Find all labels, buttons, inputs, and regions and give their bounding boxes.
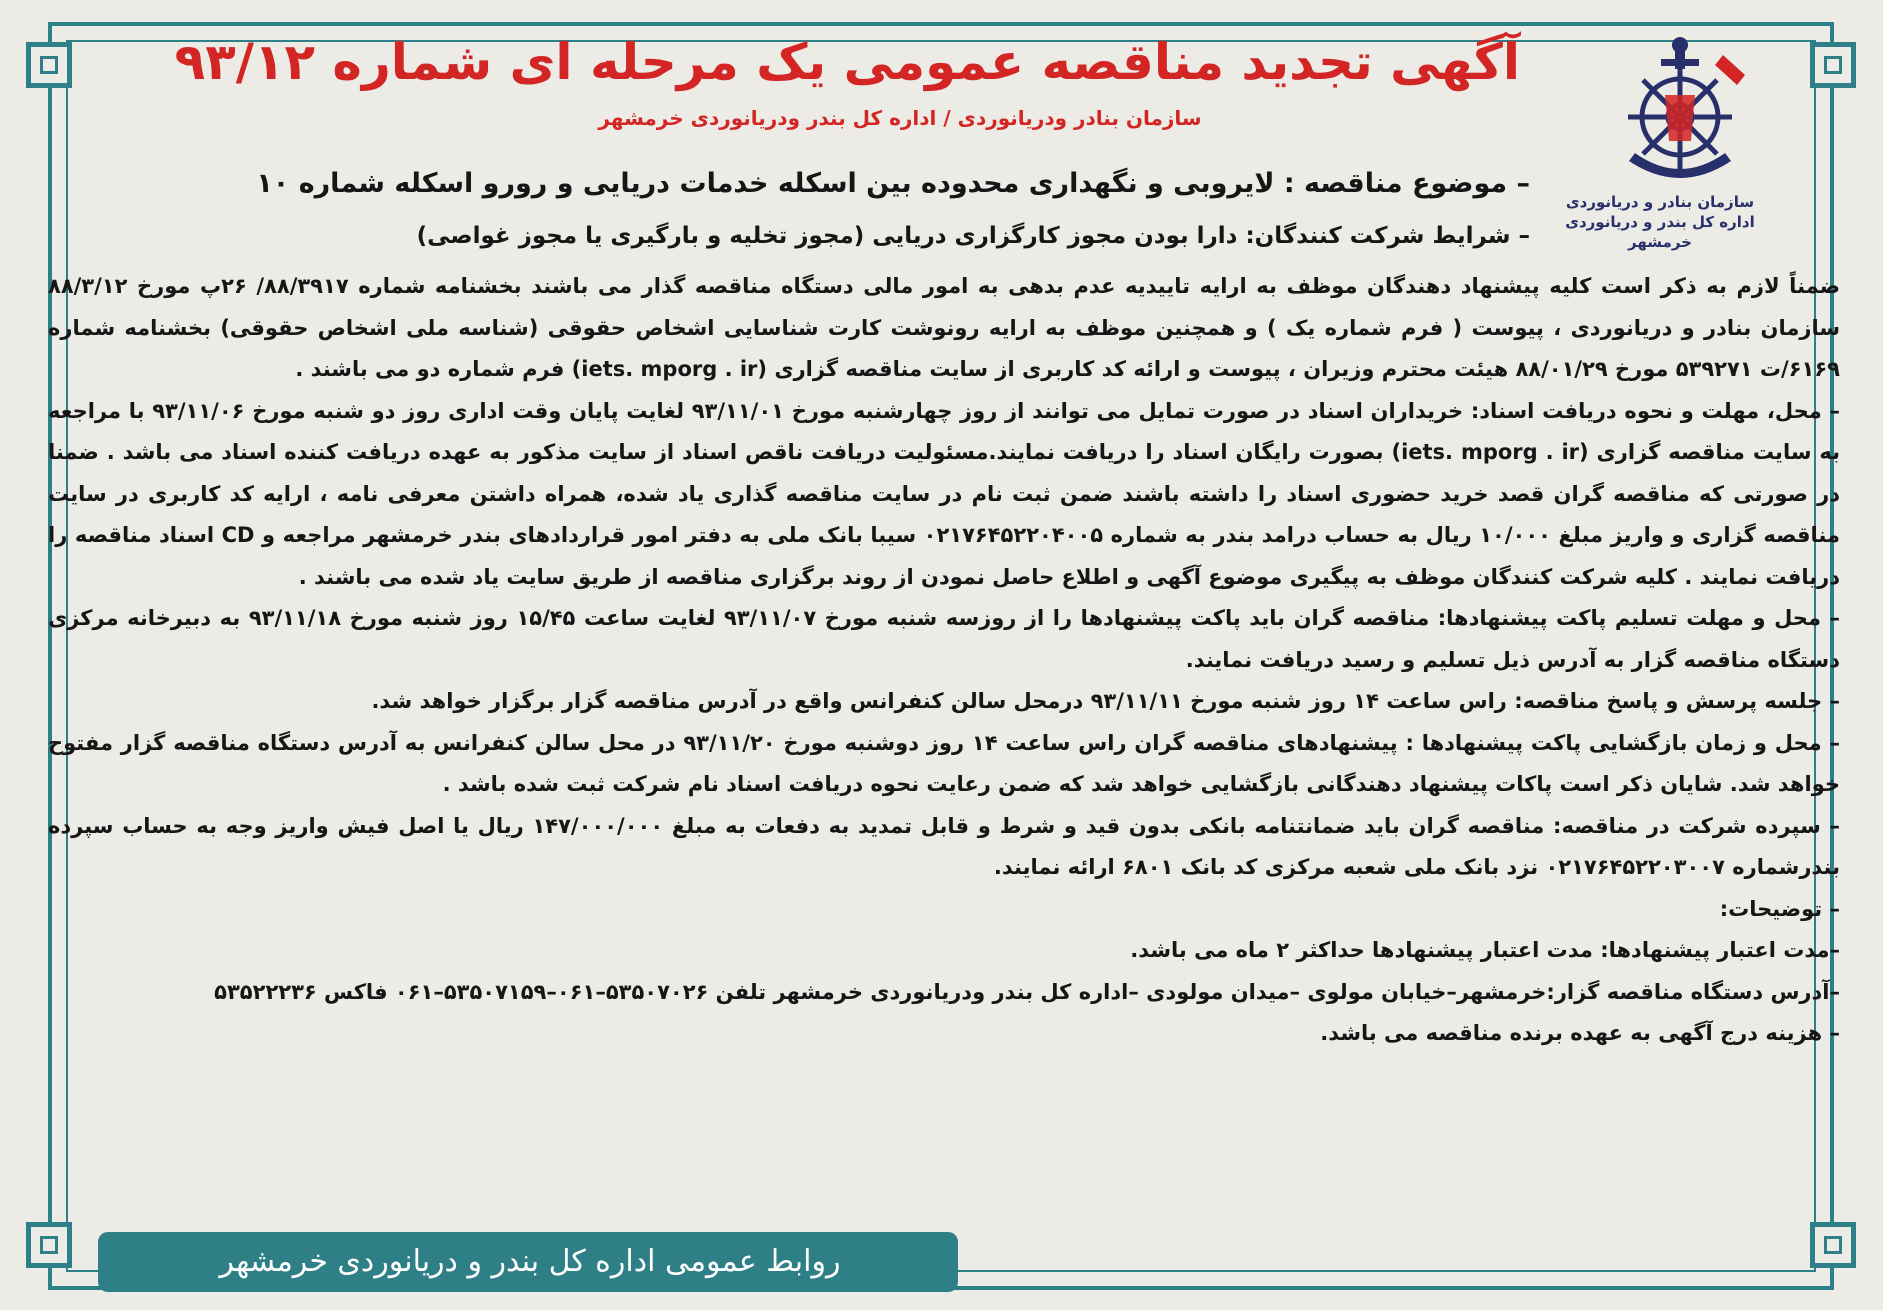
logo-caption (1545, 192, 1775, 252)
body-paragraph: – توضیحات: (1719, 896, 1840, 921)
footer-text: روابط عمومی اداره کل بندر و دریانوردی خرمشهر (219, 1244, 841, 1279)
participant-conditions: – شرایط شرکت کنندگان: دارا بودن مجوز کارگزاری دریایی (مجوز تخلیه و بارگیری یا مجوز غواصی) (416, 223, 1530, 249)
tender-subject: – موضوع مناقصه : لایروبی و نگهداری محدوده بین اسکله خدمات دریایی و رورو اسکله شماره ۱۰ (256, 168, 1530, 199)
body-paragraph: –مدت اعتبار پیشنهادها: مدت اعتبار پیشنهادها حداکثر ۲ ماه می باشد. (1130, 938, 1840, 962)
body-paragraph: – محل و مهلت تسلیم پاکت پیشنهادها: مناقصه گران باید پاکت پیشنهادها را از روزسه شنبه مورخ ۹۳/۱۱/۰۷ لغایت ساعت ۱۵/۴۵ روز شنبه مورخ ۹۳/۱۱/۱۸ به دبیرخانه مرکزی دستگاه مناقصه گزار به آدرس ذیل تسلیم و رسید دریافت نمایند. (48, 606, 1840, 672)
logo-caption-line: سازمان بنادر و دریانوردی (1565, 193, 1755, 211)
corner-ornament (1810, 42, 1856, 88)
notice-subtitle: سازمان بنادر ودریانوردی / اداره کل بندر ودریانوردی خرمشهر (598, 106, 1202, 130)
logo-caption-line: اداره کل بندر و دریانوردی خرمشهر (1565, 213, 1755, 251)
body-paragraph: – سپرده شرکت در مناقصه: مناقصه گران باید ضمانتنامه بانکی بدون قید و شرط و قابل تمدید به دفعات به مبلغ ۱۴۷/۰۰۰/۰۰۰ ریال یا اصل فیش واریز وجه به حساب سپرده بندرشماره ۰۲۱۷۶۴۵۲۲۰۳۰۰۷ نزد بانک ملی شعبه مرکزی کد بانک ۶۸۰۱ ارائه نمایند. (48, 813, 1840, 879)
notice-title: آگهی تجدید مناقصه عمومی یک مرحله ای شماره ۹۳/۱۲ (174, 33, 1520, 91)
body-paragraph: – هزینه درج آگهی به عهده برنده مناقصه می باشد. (1320, 1021, 1840, 1045)
notice-body (48, 266, 1840, 1055)
body-paragraph: – محل، مهلت و نحوه دریافت اسناد: خریداران اسناد در صورت تمایل می توانند از روز چهارشنبه مورخ ۹۳/۱۱/۰۱ لغایت پایان وقت اداری روز دو شنبه مورخ ۹۳/۱۱/۰۶ با مراجعه به سایت مناقصه گزاری (iets. mporg . ir) بصورت رایگان اسناد را دریافت نمایند.مسئولیت دریافت ناقص اسناد از سایت مذکور به عهده دریافت کننده اسناد می باشد . ضمنا در صورتی که مناقصه گران قصد خرید حضوری اسناد را داشته باشند ضمن ثبت نام در سایت مناقصه گذاری یاد شده، همراه داشتن معرفی نامه ، ارایه کد کاربری در سایت مناقصه گزاری و واریز مبلغ ۱۰/۰۰۰ ریال به حساب درامد بندر به شماره ۰۲۱۷۶۴۵۲۲۰۴۰۰۵ سیبا بانک ملی به دفتر امور قراردادهای بندر خرمشهر مراجعه و CD اسناد مناقصه را دریافت نمایند . کلیه شرکت کنندگان موظف به پیگیری موضوع آگهی و اطلاع حاصل نمودن از روند برگزاری مناقصه از طریق سایت یاد شده می باشند . (48, 398, 1841, 589)
ports-organization-logo-icon (1605, 35, 1755, 185)
body-paragraph: – جلسه پرسش و پاسخ مناقصه: راس ساعت ۱۴ روز شنبه مورخ ۹۳/۱۱/۱۱ درمحل سالن کنفرانس واقع در آدرس مناقصه گزار برگزار خواهد شد. (371, 689, 1840, 713)
body-paragraph: ضمناً لازم به ذکر است کلیه پیشنهاد دهندگان موظف به ارایه تاییدیه عدم بدهی به امور مالی دستگاه مناقصه گذار می باشند بخشنامه شماره ۸۸/۳۹۱۷/ ۲۶پ مورخ ۸۸/۳/۱۲ سازمان بنادر و دریانوردی ، پیوست ( فرم شماره یک ) و همچنین موظف به ارایه رونوشت کارت شناسایی اشخاص حقوقی (شناسه ملی اشخاص حقوقی) بخشنامه شماره ۶۱۶۹/ت ۵۳۹۲۷۱ مورخ ۸۸/۰۱/۲۹ هیئت محترم وزیران ، پیوست و ارائه کد کاربری از سایت مناقصه گزاری (iets. mporg . ir) فرم شماره دو می باشند . (48, 274, 1841, 381)
corner-ornament (26, 42, 72, 88)
corner-ornament (26, 1222, 72, 1268)
body-paragraph: –آدرس دستگاه مناقصه گزار:خرمشهر–خیابان مولوی –میدان مولودی –اداره کل بندر ودریانوردی خرمشهر تلفن ۵۳۵۰۷۰۲۶–۰۶۱–۵۳۵۰۷۱۵۹–۰۶۱ فاکس ۵۳۵۲۲۲۳۶ (214, 979, 1840, 1004)
body-paragraph: – محل و زمان بازگشایی پاکت پیشنهادها : پیشنهادهای مناقصه گران راس ساعت ۱۴ روز دوشنبه مورخ ۹۳/۱۱/۲۰ در محل سالن کنفرانس به آدرس دستگاه مناقصه گزار مفتوح خواهد شد. شایان ذکر است پاکات پیشنهاد دهندگانی بازگشایی خواهد شد که ضمن رعایت نحوه دریافت اسناد نام شرکت ثبت شده باشد . (48, 730, 1840, 796)
corner-ornament (1810, 1222, 1856, 1268)
